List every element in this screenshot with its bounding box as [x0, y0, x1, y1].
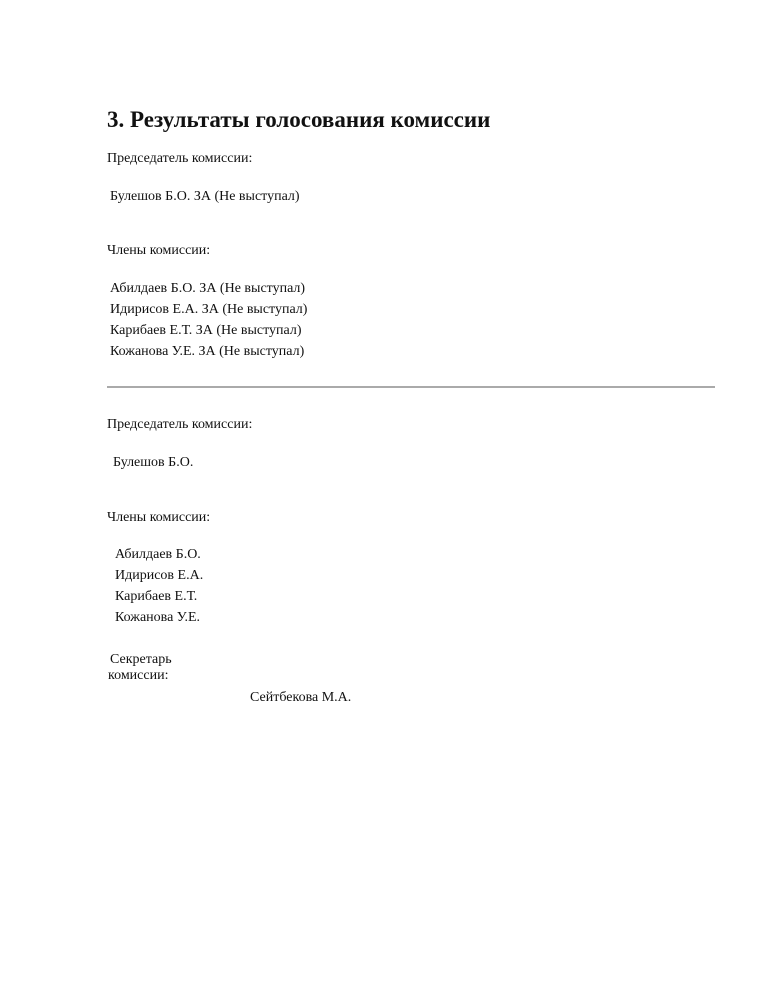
divider	[107, 386, 715, 388]
member-vote: Кожанова У.Е. ЗА (Не выступал)	[110, 344, 305, 359]
secretary-label-line1: Секретарь	[110, 652, 172, 667]
chair-signature: Булешов Б.О.	[113, 455, 194, 470]
member-signature: Кожанова У.Е.	[115, 610, 200, 625]
member-signature: Идирисов Е.А.	[115, 568, 204, 583]
secretary-label-line2: комиссии:	[108, 668, 169, 683]
member-vote: Карибаев Е.Т. ЗА (Не выступал)	[110, 323, 302, 338]
members-label: Члены комиссии:	[107, 510, 211, 525]
secretary-signature: Сейтбекова М.А.	[250, 690, 352, 705]
member-vote: Абилдаев Б.О. ЗА (Не выступал)	[110, 281, 306, 296]
page-title: 3. Результаты голосования комиссии	[107, 107, 491, 132]
member-signature: Карибаев Е.Т.	[115, 589, 198, 604]
member-vote: Идирисов Е.А. ЗА (Не выступал)	[110, 302, 308, 317]
chair-label: Председатель комиссии:	[107, 417, 253, 432]
members-label: Члены комиссии:	[107, 243, 211, 258]
chair-vote: Булешов Б.О. ЗА (Не выступал)	[110, 189, 300, 204]
member-signature: Абилдаев Б.О.	[115, 547, 201, 562]
chair-label: Председатель комиссии:	[107, 151, 253, 166]
